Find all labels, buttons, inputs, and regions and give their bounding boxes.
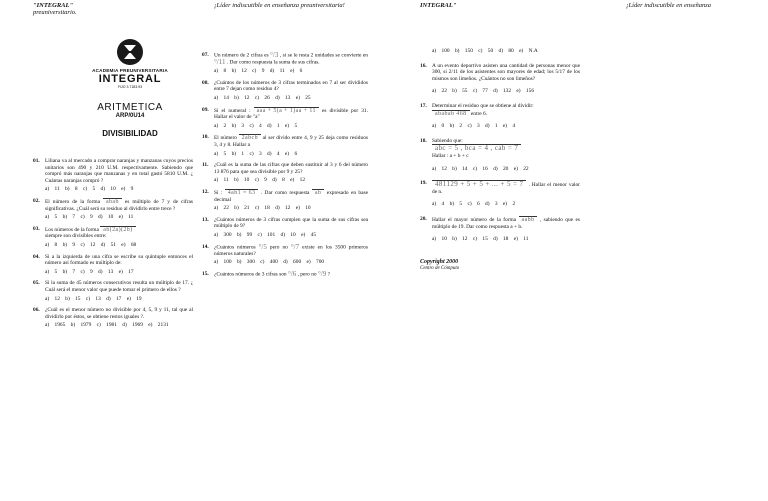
question-15: 15. ¿Cuántos números de 3 cifras son °/6 , pero no °/9 ? (202, 269, 330, 278)
question-07: 07. Un número de 2 cifras es °/3 , si se le resta 2 unidades se convierte en °/11 . Dar como respuesta la suma de sus cifras. a) 8 b) 12 c) 9 d) 11 e) 6 (202, 51, 368, 75)
numeral-expression: aaa + 5(a + 1)aa + 11 (254, 107, 319, 115)
subject-title: ARITMETICA (97, 102, 163, 113)
question-02: 02. El número de la forma abab es múltiplo de 7 y de cifras significativas. ¿Cuál será su residuo al dividirlo entre trece ? a) 5 b) 7 c) 9 d) 10 e) 11 (33, 197, 193, 221)
header-right: ¡Líder indiscutible en enseñanza (626, 2, 712, 9)
question-01: 01. Liliana va al mercado a comprar naranjas y manzanas cuyos precios unitarios son 490 y 210 U.M. respectivamente. Sabiendo que compró más naranjas que manzanas y en total gastó 5810 U.M. ¿ Cuántas naranjas compró ? a) 11 b) 8 c) 5 d) 10 e) 9 (33, 158, 193, 193)
academy-logo-block (70, 38, 190, 89)
question-18: 18. Sabiendo que: abc = 5 , bca = 4 , cab = 7 Hallar : a + b + c a) 12 b) 14 c) 16 d) 20 e) 22 (420, 137, 529, 172)
questions-column-2 (202, 52, 368, 283)
header-sub: preuniversitario. (33, 9, 77, 16)
copyright-sub: Centro de Cómputo (420, 266, 460, 272)
question-20: 20. Hallar el mayor número de la forma aabb , sabiendo que es múltiplo de 19. Dar como respuesta a + b. a) 10 b) 12 c) 15 d) 18 e) 11 (420, 215, 580, 243)
questions-column-3 (420, 46, 580, 278)
multiple-notation: °/5 (258, 242, 267, 251)
numeral-expression: abc = 5 , bca = 4 , cab = 7 (432, 144, 521, 152)
header-left: INTEGRAL" (420, 2, 457, 9)
question-11: 11. ¿Cuál es la suma de las cifras que deben sustituir al 3 y 6 del número 13 876 para que sea divisible por 9 y 25? a) 11 b) 10 c) 9 d) 8 e) 12 (202, 162, 368, 184)
academy-logo-icon (116, 38, 144, 66)
question-13: 13. ¿Cuántos números de 3 cifras cumplen que la suma de sus cifras sea múltiplo de 9? a) 300 b) 99 c) 101 d) 10 e) 45 (202, 216, 368, 238)
numeral-expression: aabb (519, 216, 538, 224)
question-17: 17. Determinar el residuo que se obtiene al dividir: ababab 468 entre 6. a) 0 b) 2 c) 3 d) 1 e) 4 (420, 102, 534, 130)
question-09: 09. Si el numeral : aaa + 5(a + 1)aa + 11 es divisible por 31. Hallar el valor de "a" a) 2 b) 3 c) 4 d) 1 e) 5 (202, 106, 368, 129)
copyright-block (420, 259, 580, 273)
numeral-expression: 481129 + 5 + 5 + ... + 5 = 7 (432, 180, 526, 188)
numeral-expression: abab (103, 198, 122, 206)
question-14: 14. ¿Cuántos números °/5 pero no °/7 existe en los 3500 primeros números naturales? a) 100 b) 300 c) 400 d) 600 e) 700 (202, 242, 368, 266)
questions-column-1 (33, 158, 193, 334)
numeral-expression: ab(2a)(2b) (100, 226, 135, 234)
subject-code: ARP/0U14 (115, 113, 145, 119)
question-10: 10. El número 2abcb al ser divido entre 4, 9 y 25 deja como residuos 3, 4 y 8. Hallar a a) 5 b) 1 c) 3 d) 4 e) 6 (202, 134, 368, 157)
header-left (33, 2, 77, 16)
academy-name: ACADEMIA PREUNIVERSITARIA (92, 68, 168, 73)
question-05: 05. Si la suma de 45 números consecutivos resulta un múltiplo de 17. ¿ Cuál será el menor valor que puede tomar el primero de ellos ? a) 12 b) 15 c) 13 d) 17 e) 19 (33, 280, 193, 302)
multiple-notation: °/6 (287, 269, 297, 278)
question-19: 19. 481129 + 5 + 5 + ... + 5 = 7 . Hallar el menor valor de n. a) 4 b) 5 c) 6 d) 3 e) 2 (420, 180, 580, 208)
academy-tagline: FIJO 3.7183.93 (117, 85, 143, 89)
question-03: 03. Los números de la forma ab(2a)(2b) siempre son divisibles entre: a) 8 b) 9 c) 12 d) 51 e) 68 (33, 225, 137, 248)
numeral-expression: ab (312, 189, 324, 197)
multiple-notation: °/9 (317, 269, 327, 278)
multiple-notation: °/7 (290, 242, 300, 251)
brand-name: INTEGRAL (98, 73, 162, 85)
multiple-notation: °/11 (214, 58, 226, 67)
header-brand: "INTEGRAL" (33, 2, 74, 9)
copyright-text: Copyright 2000 (420, 258, 459, 265)
subject-block (60, 102, 200, 138)
question-08: 08. ¿Cuántos de los números de 3 cifras terminados en 7 al ser divididos entre 7 dejan como residuo 4? a) 14 b) 12 c) 26 d) 13 e) 25 (202, 79, 368, 102)
page-right (384, 0, 768, 501)
question-04: 04. Si a la izquierda de una cifra se escribe su quíntuple entonces el número así formado es múltiplo de: a) 5 b) 7 c) 9 d) 13 e) 17 (33, 253, 193, 275)
question-06: 06. ¿Cuál es el menor número no divisible por 4, 5, 9 y 11, tal que al dividirlo por éstos, se obtiene restos iguales ?. a) 1965 b) 1979 c) 1981 d) 1969 e) 2131 (33, 307, 193, 329)
header-right: ¡Líder indiscutible en enseñanza preuniversitaria! (214, 2, 345, 9)
answer-options-15: a) 100 b) 150 c) 50 d) 80 e) N.A (432, 48, 538, 54)
question-12: 12. Si : 4ab1 = 63 . Dar como respuesta ab expresado en base decimal a) 22 b) 21 c) 18 d) 12 e) 10 (202, 188, 368, 212)
question-16: 16. A un evento deportivo asisten una cantidad de personas menor que 300, si 2/11 de los asistentes son mayores de edad; los 5/17 de los mismos son limeños. ¿Cuántos no son limeños? a) 22 b) 55 c) 77 d) 132 e) 156 (420, 62, 580, 95)
topic-title: DIVISIBILIDAD (102, 129, 158, 138)
numeral-expression: 4ab1 = 63 (225, 189, 259, 197)
numeral-expression: 2abcb (239, 134, 261, 142)
multiple-notation: °/3 (270, 51, 279, 59)
numeral-expression: ababab 468 (432, 110, 470, 118)
